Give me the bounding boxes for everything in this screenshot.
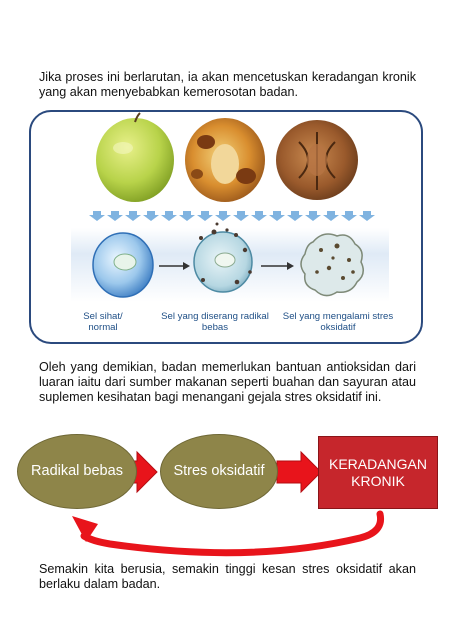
return-arrow-icon: [72, 514, 381, 553]
intro-paragraph: Jika proses ini berlarutan, ia akan mencetuskan keradangan kronik yang akan menyebabkan kemerosotan badan.: [39, 70, 416, 99]
node-keradangan-kronik: KERADANGAN KRONIK: [318, 436, 438, 509]
cell-label-oxidised: Sel yang mengalami stres oksidatif: [282, 311, 394, 333]
middle-paragraph: Oleh yang demikian, badan memerlukan bantuan antioksidan dari luaran iaitu dari sumber makanan seperti buahan dan sayuran atau suplemen kesihatan bagi menangani gejala stres oksidatif ini.: [39, 360, 416, 404]
node-stres-oksidatif: Stres oksidatif: [160, 434, 278, 509]
node-radikal-bebas: Radikal bebas: [17, 434, 137, 509]
cell-label-attacked: Sel yang diserang radikal bebas: [161, 311, 269, 333]
cell-label-healthy: Sel sihat/ normal: [83, 311, 123, 333]
right-arrow-icon-2: [277, 452, 321, 492]
closing-paragraph: Semakin kita berusia, semakin tinggi kesan stres oksidatif akan berlaku dalam badan.: [39, 562, 416, 591]
